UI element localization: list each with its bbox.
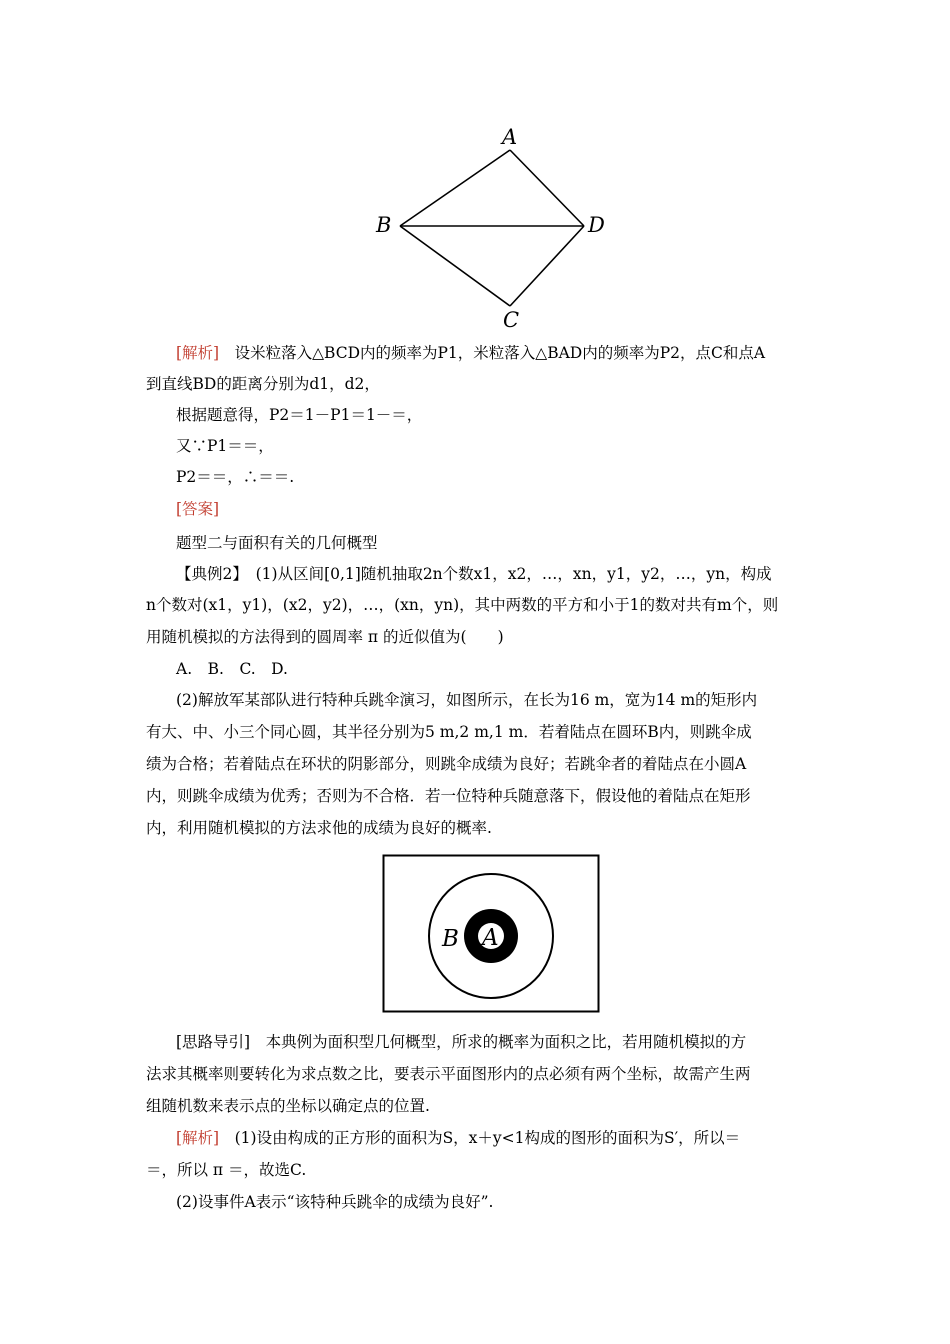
problem2-line-4: 内，则跳伞成绩为优秀；否则为不合格．若一位特种兵随意落下，假设他的着陆点在矩形 [146, 787, 751, 805]
label-c: C [503, 308, 520, 332]
section-heading: 题型二与面积有关的几何概型 [176, 534, 378, 552]
problem2-line-5: 内，利用随机模拟的方法求他的成绩为良好的概率. [146, 819, 492, 837]
analysis-line-3: 根据题意得，P2＝1－P1＝1－＝， [176, 406, 423, 424]
analysis-line-1: [解析] 设米粒落入△BCD内的频率为P1，米粒落入△BAD内的频率为P2，点C和点A [176, 344, 766, 362]
label-d: D [588, 213, 605, 237]
analysis2-line-2: ＝，所以 π ＝，故选C. [146, 1161, 307, 1179]
example-line-1: 【典例2】 (1)从区间[0,1]随机抽取2n个数x1，x2，…，xn，y1，y2，…，yn，构成 [176, 565, 772, 583]
hint-line-3: 组随机数来表示点的坐标以确定点的位置. [146, 1097, 430, 1115]
analysis2-line-3: (2)设事件A表示“该特种兵跳伞的成绩为良好”. [176, 1193, 494, 1211]
label-target-a: A [482, 925, 499, 951]
label-b: B [376, 213, 392, 237]
example-line-3: 用随机模拟的方法得到的圆周率 π 的近似值为( ) [146, 628, 504, 646]
problem2-line-2: 有大、中、小三个同心圆，其半径分别为5 m,2 m,1 m．若着陆点在圆环B内，则跳伞成 [146, 723, 752, 741]
answer-tag: [答案] [176, 500, 220, 518]
segment-ab [400, 150, 510, 226]
target-figure [382, 854, 600, 1014]
analysis-line-4: 又∵P1＝＝， [176, 437, 274, 455]
quadrilateral-figure [370, 122, 620, 334]
problem2-line-1: (2)解放军某部队进行特种兵跳伞演习，如图所示，在长为16 m，宽为14 m的矩形内 [176, 691, 758, 709]
hint-line-1: [思路导引] 本典例为面积型几何概型，所求的概率为面积之比，若用随机模拟的方 [176, 1033, 747, 1051]
analysis2-tag: [解析] [176, 1129, 220, 1147]
label-a: A [502, 125, 518, 149]
choices-line: A. B. C. D. [176, 660, 288, 678]
hint-line-2: 法求其概率则要转化为求点数之比，要表示平面图形内的点必须有两个坐标，故需产生两 [146, 1065, 751, 1083]
analysis-line-5: P2＝＝，∴＝＝. [176, 468, 295, 486]
analysis-tag: [解析] [176, 344, 220, 362]
analysis2-line-1: [解析] (1)设由构成的正方形的面积为S，x＋y<1构成的图形的面积为S′，所以＝ [176, 1129, 741, 1147]
segment-cd [510, 226, 584, 306]
analysis-line-2: 到直线BD的距离分别为d1，d2， [146, 375, 380, 393]
segment-ad [510, 150, 584, 226]
problem2-line-3: 绩为合格；若着陆点在环状的阴影部分，则跳伞成绩为良好；若跳伞者的着陆点在小圆A [146, 755, 747, 773]
label-target-b: B [442, 926, 459, 952]
example-line-2: n个数对(x1，y1)，(x2，y2)，…，(xn，yn)，其中两数的平方和小于1的数对共有m个，则 [146, 596, 779, 614]
segment-bc [400, 226, 510, 306]
